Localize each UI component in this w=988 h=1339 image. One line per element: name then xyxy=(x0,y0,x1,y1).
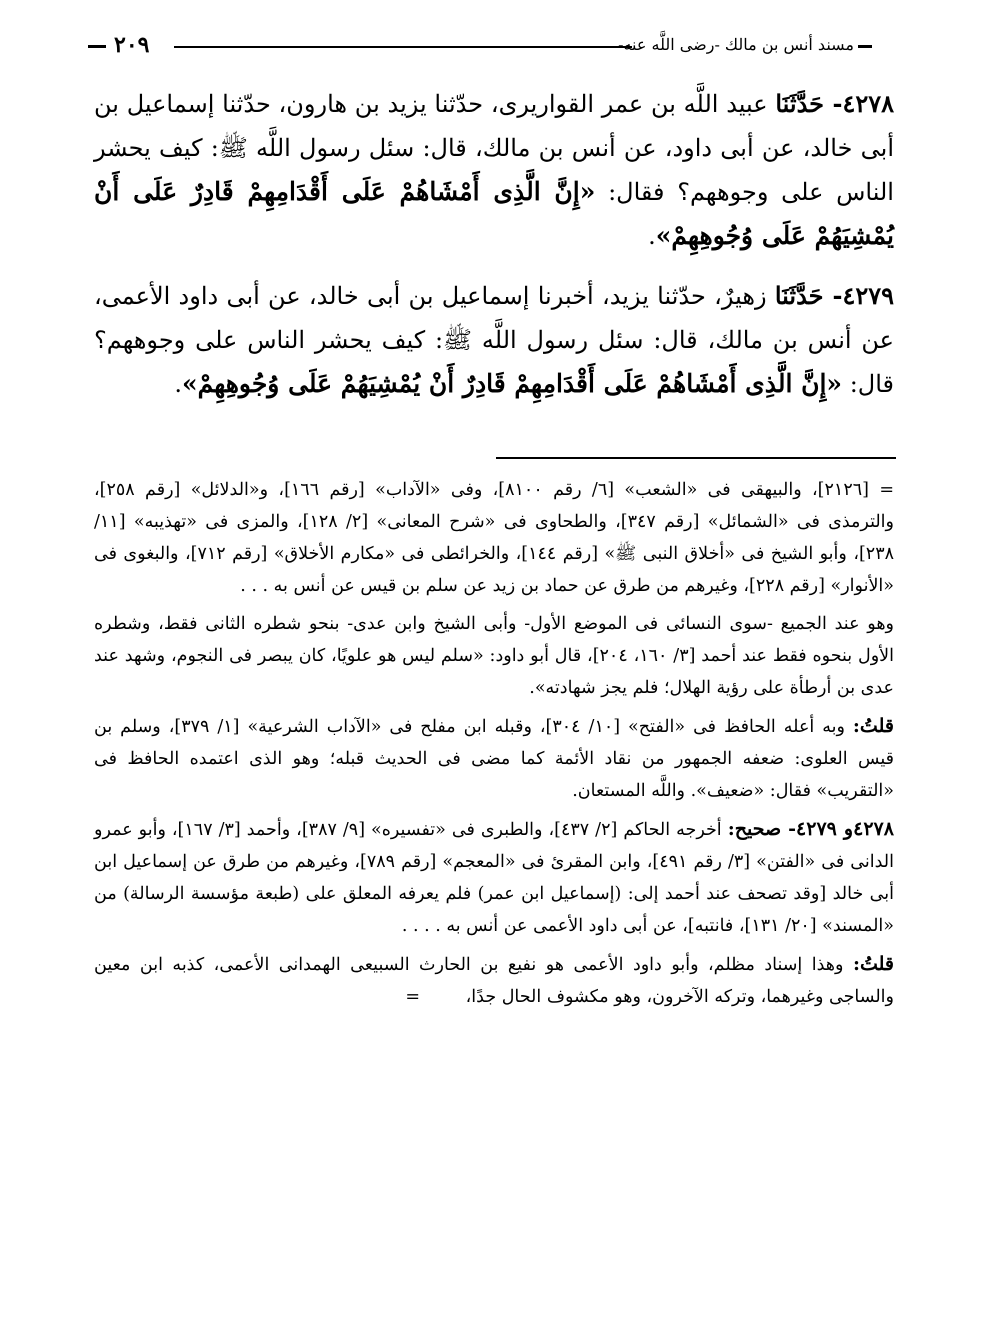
footnote-text: وبه أعله الحافظ فى «الفتح» [١٠/ ٣٠٤]، وقبله ابن مفلح فى «الآداب الشرعية» [١/ ٣٧٩]، وسلم بن قيس العلوى: ضعفه الجمهور من نقاد الأئمة كما مضى فى الحديث قبله؛ وهو الذى اعتمده الحافظ فى «التقريب» فقال: «ضعيف». واللَّه المستعان. xyxy=(94,717,894,801)
hadith-body xyxy=(94,82,894,422)
hadith-4279 xyxy=(94,274,894,406)
hadith-text: زهيرٌ، حدّثنا يزيد، أخبرنا إسماعيل بن أبى خالد، عن أبى داود الأعمى، عن أنس بن مالك، قال: سئل رسول اللَّه ﷺ: كيف يحشر الناس على وجوههم؟ قال: xyxy=(94,282,895,398)
header-title: مسند أنس بن مالك -رضى اللَّه عنه- xyxy=(618,35,854,54)
hadith-number: ٤٢٧٨ xyxy=(842,89,894,118)
footnote-keyword: قلتُ: xyxy=(852,953,894,975)
footnote-paragraph xyxy=(94,813,894,942)
footnote-paragraph xyxy=(94,710,894,807)
hadith-4278 xyxy=(94,82,894,258)
footnote-paragraph xyxy=(94,948,894,1013)
running-header xyxy=(88,30,872,64)
header-rule xyxy=(174,46,632,48)
hadith-end: . xyxy=(174,370,182,398)
footnote-paragraph: = [٢١٢٦]، والبيهقى فى «الشعب» [٦/ رقم ٨١٠٠]، وفى «الآداب» [رقم ١٦٦]، و«الدلائل» [رقم ٢٥٨]، والترمذى فى «الشمائل» [رقم ٣٤٧]، والطحاوى فى «شرح المعانى» [٢/ ١٢٨]، والمزى فى «تهذيبه» [١١/ ٢٣٨]، وأبو الشيخ فى «أخلاق النبى ﷺ» [رقم ١٤٤]، والخرائطى فى «مكارم الأخلاق» [رقم ٧١٢]، والبغوى فى «الأنوار» [رقم ٢٢٨]، وغيرهم من طرق عن حماد بن زيد عن سلم بن قيس عن أنس به . . . xyxy=(94,480,894,596)
footnote-separator xyxy=(496,457,896,459)
continuation-mark: = xyxy=(405,987,421,1007)
hadith-quote: «إِنَّ الَّذِى أَمْشَاهُمْ عَلَى أَقْدَامِهِمْ قَادِرٌ عَلَى أَنْ يُمْشِيَهُمْ عَلَى وُجُوهِهِمْ» xyxy=(94,177,894,250)
hadith-end: . xyxy=(648,222,656,250)
hadith-lead: - حَدَّثَنَا xyxy=(775,89,843,118)
header-dash-left xyxy=(88,45,106,48)
footnote-text: وهذا إسناد مظلم، وأبو داود الأعمى هو نفيع بن الحارث السبيعى الهمدانى الأعمى، كذبه ابن معين والساجى وغيرهما، وتركه الآخرون، وهو مكشوف الحال جدًا، xyxy=(94,955,894,1007)
footnote-keyword: ٤٢٧٨و ٤٢٧٩- صحيح: xyxy=(727,818,894,840)
hadith-number: ٤٢٧٩ xyxy=(842,281,895,310)
hadith-lead: - حَدَّثَنَا xyxy=(774,281,843,310)
footnote-text: أخرجه الحاكم [٢/ ٤٣٧]، والطبرى فى «تفسيره» [٩/ ٣٨٧]، وأحمد [٣/ ١٦٧]، وأبو عمرو الدانى فى «الفتن» [٣/ رقم ٤٩١]، وابن المقرئ فى «المعجم» [رقم ٧٨٩]، وغيرهم من طرق عن إسماعيل ابن أبى خالد [وقد تصحف عند أحمد إلى: (إسماعيل ابن عمر) فلم يعرفه المعلق على (طبعة مؤسسة الرسالة) من «المسند» [٢٠/ ١٣١]، فانتبه]، عن أبى داود الأعمى عن أنس به . . . . xyxy=(94,820,894,936)
hadith-quote: «إِنَّ الَّذِى أَمْشَاهُمْ عَلَى أَقْدَامِهِمْ قَادِرٌ أَنْ يُمْشِيَهُمْ عَلَى وُجُوهِهِمْ» xyxy=(181,369,843,398)
footnotes xyxy=(94,474,894,1019)
footnote-keyword: قلتُ: xyxy=(852,715,894,737)
hadith-text: عبيد اللَّه بن عمر القواريرى، حدّثنا يزيد بن هارون، حدّثنا إسماعيل بن أبى خالد، عن أبى داود، عن أنس بن مالك، قال: سئل رسول اللَّه ﷺ: كيف يحشر الناس على وجوههم؟ فقال: xyxy=(94,90,894,206)
page-number: ٢٠٩ xyxy=(114,32,150,58)
header-dash-right xyxy=(858,45,872,48)
footnote-paragraph: وهو عند الجميع -سوى النسائى فى الموضع الأول- وأبى الشيخ وابن عدى- بنحو شطره الثانى فقط، وشطره الأول بنحوه فقط عند أحمد [٣/ ١٦٠، ٢٠٤]، قال أبو داود: «سلم ليس هو علويًا، كان يبصر فى النجوم، وشهد عند عدى بن أرطأة على رؤية الهلال؛ فلم يجز شهادته». xyxy=(94,614,895,698)
